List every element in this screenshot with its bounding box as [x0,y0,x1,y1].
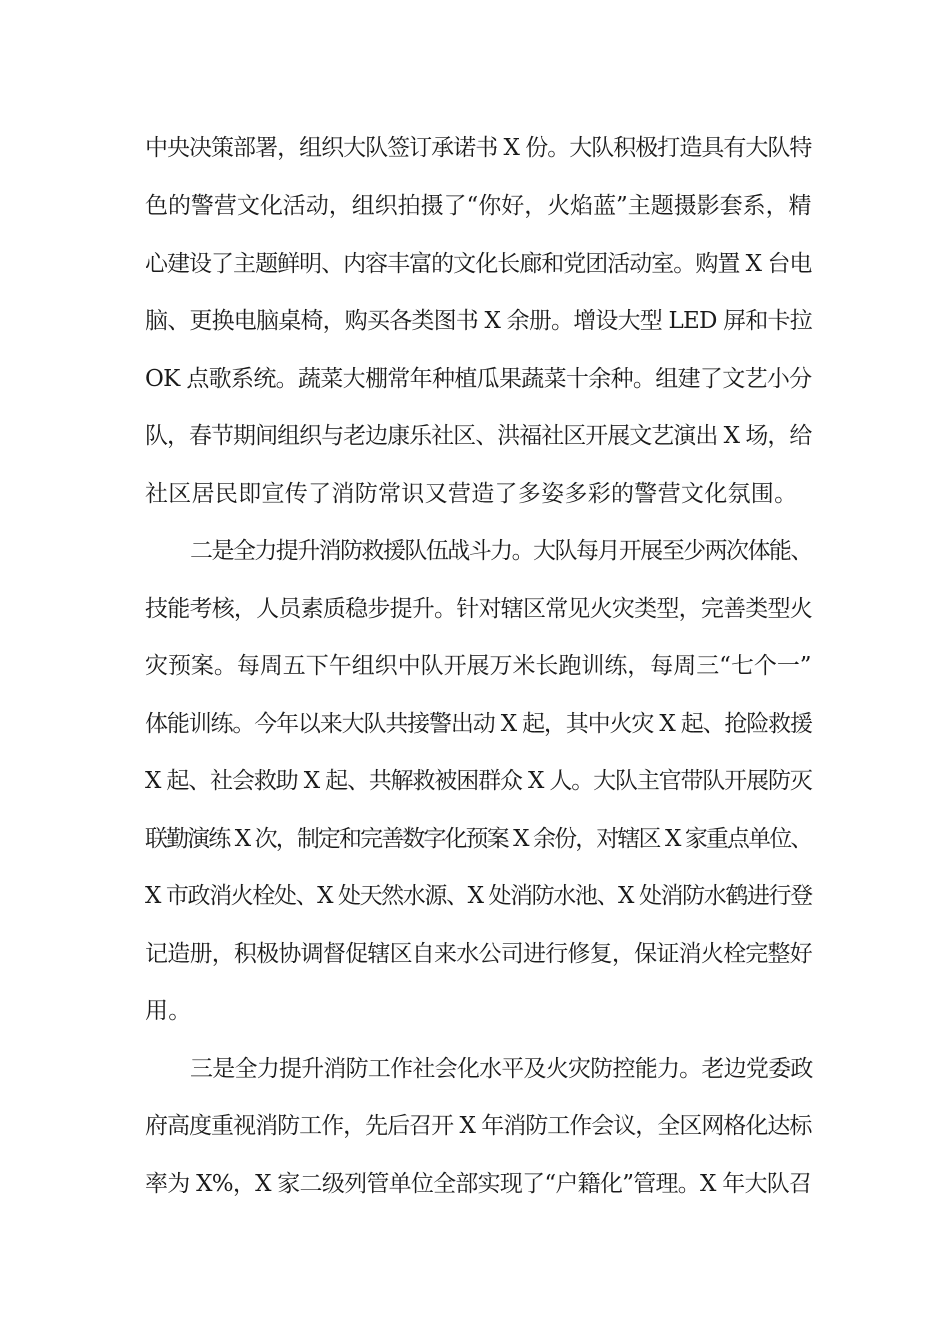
paragraph-3-line-2: 府高度重视消防工作，先后召开 X 年消防工作会议，全区网格化达标 [145,1113,812,1139]
paragraph-1-line-1: 中央决策部署，组织大队签订承诺书 X 份。大队积极打造具有大队特 [145,135,812,161]
paragraph-2-line-3: 灾预案。每周五下午组织中队开展万米长跑训练，每周三“七个一” [145,653,812,679]
paragraph-3-line-1: 三是全力提升消防工作社会化水平及火灾防控能力。老边党委政 [190,1056,813,1082]
paragraph-2-line-8: 记造册，积极协调督促辖区自来水公司进行修复，保证消火栓完整好 [145,941,813,967]
paragraph-2-line-6: 联勤演练 X 次，制定和完善数字化预案 X 余份，对辖区 X 家重点单位、 [145,826,812,852]
paragraph-2-line-2: 技能考核，人员素质稳步提升。针对辖区常见火灾类型，完善类型火 [145,596,813,622]
paragraph-2-line-1: 二是全力提升消防救援队伍战斗力。大队每月开展至少两次体能、 [190,538,812,564]
paragraph-2-line-5: X 起、社会救助 X 起、共解救被困群众 X 人。大队主官带队开展防灭 [145,768,812,794]
paragraph-1-line-5: OK 点歌系统。蔬菜大棚常年种植瓜果蔬菜十余种。组建了文艺小分 [145,366,812,392]
paragraph-1-line-2: 色的警营文化活动，组织拍摄了“你好，火焰蓝”主题摄影套系，精 [145,193,812,219]
paragraph-2-line-7: X 市政消火栓处、X 处天然水源、X 处消防水池、X 处消防水鹤进行登 [145,883,812,909]
paragraph-1-line-7: 社区居民即宣传了消防常识又营造了多姿多彩的警营文化氛围。 [145,481,798,507]
paragraph-1-line-4: 脑、更换电脑桌椅，购买各类图书 X 余册。增设大型 LED 屏和卡拉 [145,308,812,334]
paragraph-2-line-9: 用。 [145,998,192,1024]
paragraph-3-line-3: 率为 X%，X 家二级列管单位全部实现了“户籍化”管理。X 年大队召 [145,1171,812,1197]
paragraph-1-line-6: 队，春节期间组织与老边康乐社区、洪福社区开展文艺演出 X 场，给 [145,423,812,449]
paragraph-2-line-4: 体能训练。今年以来大队共接警出动 X 起，其中火灾 X 起、抢险救援 [145,711,812,737]
paragraph-1-line-3: 心建设了主题鲜明、内容丰富的文化长廊和党团活动室。购置 X 台电 [145,251,812,277]
